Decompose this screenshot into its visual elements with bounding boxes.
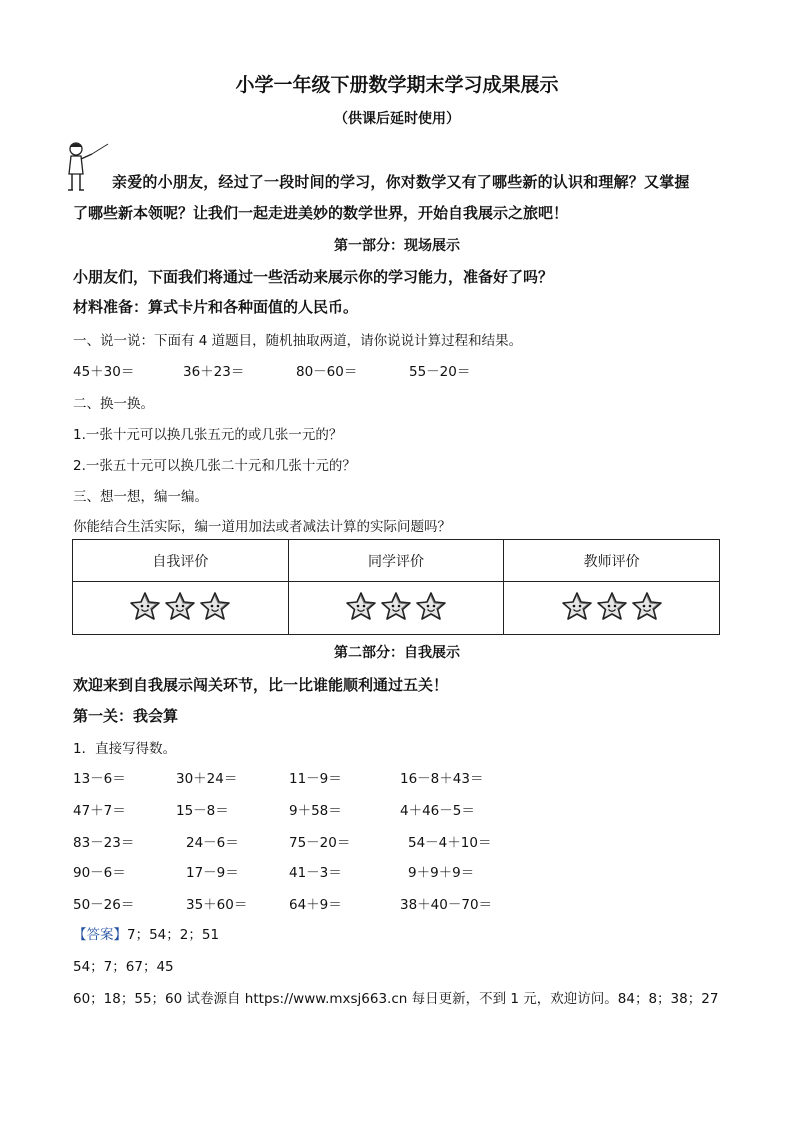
calc-item: 38＋40－70＝ <box>400 897 493 913</box>
calc-item: 13－6＝ <box>73 771 126 787</box>
part2-welcome: 欢迎来到自我展示闯关环节，比一比谁能顺利通过五关！ <box>73 676 449 694</box>
star-group <box>129 591 231 625</box>
intro-line-2: 了哪些新本领呢？让我们一起走进美妙的数学世界，开始自我展示之旅吧！ <box>73 204 569 222</box>
peer-stars <box>288 582 504 635</box>
eval-header-peer: 同学评价 <box>288 540 504 582</box>
calc-item: 15－8＝ <box>176 803 229 819</box>
page-subtitle: （供课后延时使用） <box>334 111 460 127</box>
smiling-star-icon <box>631 591 663 625</box>
calc-item: 16－8＋43＝ <box>400 771 484 787</box>
smiling-star-icon <box>380 591 412 625</box>
smiling-star-icon <box>561 591 593 625</box>
eval-header-self: 自我评价 <box>73 540 289 582</box>
star-group <box>345 591 447 625</box>
calc-item: 11－9＝ <box>289 771 342 787</box>
answer-line-2: 54；7；67；45 <box>73 959 174 975</box>
q1-item: 36＋23＝ <box>183 364 245 380</box>
answer-line-1 <box>73 923 219 943</box>
calc-item: 75－20＝ <box>289 835 351 851</box>
calc-item: 30＋24＝ <box>176 771 238 787</box>
smiling-star-icon <box>129 591 161 625</box>
page-title: 小学一年级下册数学期末学习成果展示 <box>235 74 559 96</box>
evaluation-table <box>72 539 720 635</box>
question-1: 一、说一说：下面有 4 道题目，随机抽取两道，请你说说计算过程和结果。 <box>73 333 523 349</box>
task-1: 1．直接写得数。 <box>73 741 177 757</box>
question-3-text: 你能结合生活实际，编一道用加法或者减法计算的实际问题吗？ <box>73 519 451 535</box>
question-2-2: 2.一张五十元可以换几张二十元和几张十元的？ <box>73 458 356 474</box>
part2-heading: 第二部分：自我展示 <box>334 645 460 661</box>
intro-line-1: 亲爱的小朋友，经过了一段时间的学习，你对数学又有了哪些新的认识和理解？又掌握 <box>112 173 690 191</box>
answer-line-3: 60；18；55；60 试卷源自 https://www.mxsj663.cn 每日更新，不到 1 元，欢迎访问。84；8；38；27 <box>73 991 719 1007</box>
calc-item: 24－6＝ <box>186 835 239 851</box>
q1-item: 55－20＝ <box>409 364 471 380</box>
calc-item: 83－23＝ <box>73 835 135 851</box>
part1-prompt: 小朋友们，下面我们将通过一些活动来展示你的学习能力，准备好了吗？ <box>73 268 554 286</box>
level-1-title: 第一关：我会算 <box>73 707 179 725</box>
calc-item: 4＋46－5＝ <box>400 803 475 819</box>
calc-item: 9＋58＝ <box>289 803 342 819</box>
part1-heading: 第一部分：现场展示 <box>334 238 460 254</box>
q1-item: 80－60＝ <box>296 364 358 380</box>
calc-item: 17－9＝ <box>186 865 239 881</box>
teacher-pointing-icon <box>62 140 112 192</box>
eval-header-teacher: 教师评价 <box>504 540 720 582</box>
question-2: 二、换一换。 <box>73 396 154 412</box>
answer-values: 7；54；2；51 <box>127 927 220 943</box>
calc-item: 90－6＝ <box>73 865 126 881</box>
star-group <box>561 591 663 625</box>
calc-item: 64＋9＝ <box>289 897 342 913</box>
self-stars <box>73 582 289 635</box>
answer-tag: 【答案】 <box>73 927 127 943</box>
materials-line: 材料准备：算式卡片和各种面值的人民币。 <box>73 298 359 316</box>
smiling-star-icon <box>164 591 196 625</box>
calc-item: 41－3＝ <box>289 865 342 881</box>
smiling-star-icon <box>199 591 231 625</box>
calc-item: 9＋9＋9＝ <box>408 865 475 881</box>
teacher-stars <box>504 582 720 635</box>
smiling-star-icon <box>345 591 377 625</box>
calc-item: 47＋7＝ <box>73 803 126 819</box>
calc-item: 35＋60＝ <box>186 897 248 913</box>
q1-item: 45＋30＝ <box>73 364 135 380</box>
question-3: 三、想一想，编一编。 <box>73 489 208 505</box>
smiling-star-icon <box>596 591 628 625</box>
smiling-star-icon <box>415 591 447 625</box>
question-2-1: 1.一张十元可以换几张五元的或几张一元的？ <box>73 427 343 443</box>
calc-item: 54－4＋10＝ <box>408 835 492 851</box>
calc-item: 50－26＝ <box>73 897 135 913</box>
